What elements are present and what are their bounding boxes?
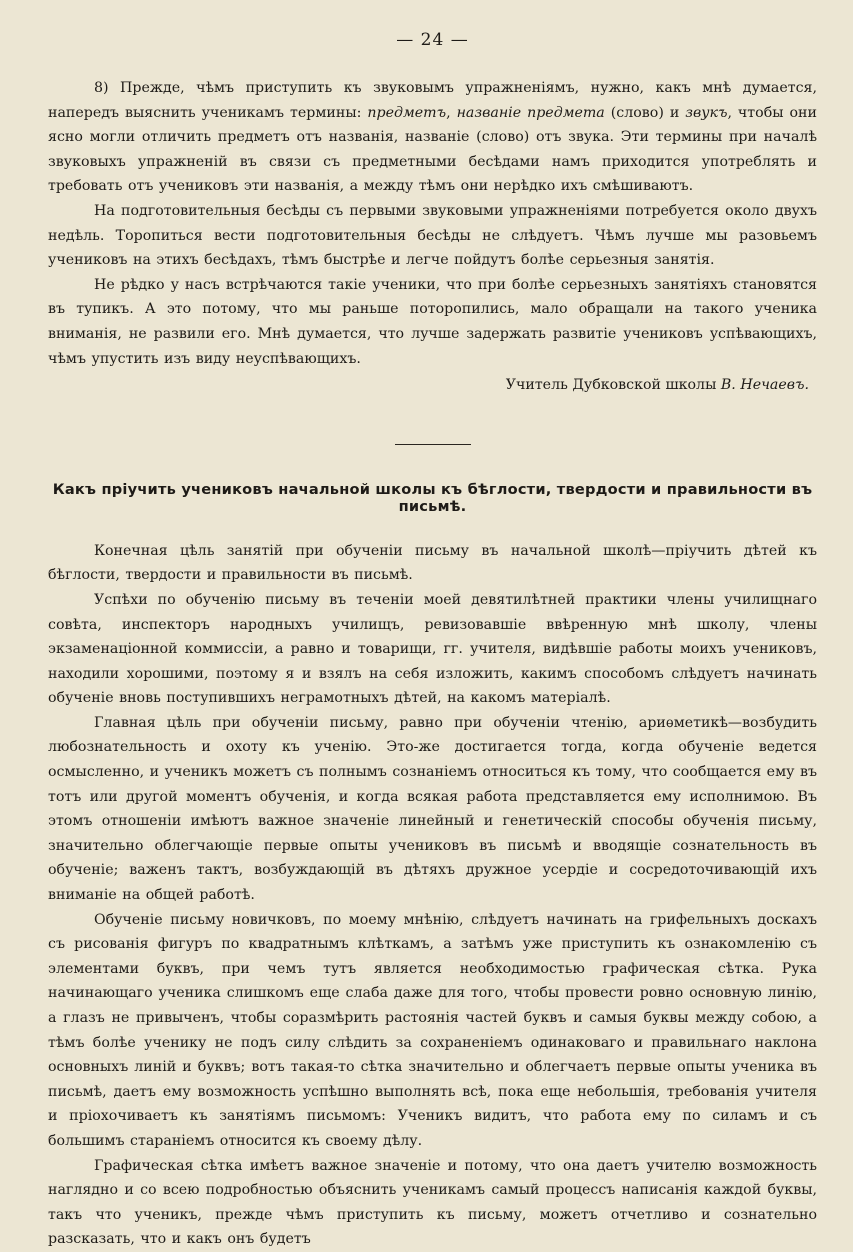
paragraph-prev-3: Не рѣдко у насъ встрѣчаются такіе ученики, что при болѣе серьезныхъ занятіяхъ становятся въ тупикъ. А это потому, что мы раньше поторопились, мало обращали на такого ученика вниманія, не развили его. Мнѣ думается, что лучше задержать развитіе учениковъ успѣвающихъ, чѣмъ упустить изъ виду неуспѣвающихъ. — [48, 276, 817, 367]
text-run: , — [446, 104, 457, 121]
paragraph-prev-1 — [48, 76, 817, 199]
term-predmet: предметъ — [367, 104, 447, 121]
text-run: 8) Прежде, чѣмъ приступить къ звуковымъ упражненіямъ, нужно, какъ мнѣ думается, напередъ выяснить ученикамъ термины: — [48, 80, 817, 121]
text-run: , чтобы они ясно могли отличить предметъ отъ названія, названіе (слово) отъ звука. Эти термины при началѣ звуковыхъ упражненій въ связи съ предметными бесѣдами намъ приходится употреблять и требовать отъ учениковъ эти названія, а между тѣмъ они нерѣдко ихъ смѣшиваютъ. — [48, 104, 817, 195]
author-signature — [48, 373, 809, 398]
article-paragraph-3: Главная цѣль при обученіи письму, равно при обученіи чтенію, ариѳметикѣ—возбудить любознательность и охоту къ ученію. Это-же достигается тогда, когда обученіе ведется осмысленно, и ученикъ можетъ съ полнымъ сознаніемъ относиться къ тому, что сообщается ему въ тотъ или другой моментъ обученія, и когда всякая работа представляется ему исполнимою. Въ этомъ отношеніи имѣютъ важное значеніе линейный и генетическій способы обученія письму, значительно облегчающіе первые опыты учениковъ въ письмѣ и вводящіе сознательность въ обученіе; важенъ тактъ, возбуждающій въ дѣтяхъ дружное усердіе и сосредоточивающій ихъ вниманіе на общей работѣ. — [48, 714, 817, 904]
article-paragraph-1: Конечная цѣль занятій при обученіи письму въ начальной школѣ—пріучить дѣтей къ бѣглости, твердости и правильности въ письмѣ. — [48, 542, 817, 584]
paragraph-prev-2: На подготовительныя бесѣды съ первыми звуковыми упражненіями потребуется около двухъ недѣль. Торопиться вести подготовительныя бесѣды не слѣдуетъ. Чѣмъ лучше мы разовьемъ учениковъ на этихъ бесѣдахъ, тѣмъ быстрѣе и легче пойдутъ болѣе серьезныя занятія. — [48, 202, 817, 269]
section-divider — [395, 444, 471, 445]
term-zvuk: звукъ — [685, 104, 728, 121]
term-nazvanie-predmeta: названіе предмета — [456, 104, 605, 121]
article-paragraph-5: Графическая сѣтка имѣетъ важное значеніе и потому, что она даетъ учителю возможность наглядно и со всею подробностью объяснить ученикамъ самый процессъ написанія каждой буквы, такъ что ученикъ, прежде чѣмъ приступить къ письму, можетъ отчетливо и сознательно разсказать, что и какъ онъ будетъ — [48, 1157, 817, 1248]
article-paragraph-4: Обученіе письму новичковъ, по моему мнѣнію, слѣдуетъ начинать на грифельныхъ доскахъ съ рисованія фигуръ по квадратнымъ клѣткамъ, а затѣмъ уже приступить къ ознакомленію съ элементами буквъ, при чемъ тутъ является необходимостью графическая сѣтка. Рука начинающаго ученика слишкомъ еще слаба даже для того, чтобы провести ровно основную линію, а глазъ не привыченъ, чтобы соразмѣрить растоянія частей буквъ и самыя буквы между собою, а тѣмъ болѣе ученику не подъ силу слѣдить за сохраненіемъ одинаковаго и правильнаго наклона основныхъ линій и буквъ; вотъ такая-то сѣтка значительно и облегчаетъ первые опыты ученика въ письмѣ, даетъ ему возможность успѣшно выполнять всѣ, пока еще небольшія, требованія учителя и пріохочиваетъ къ занятіямъ письмомъ: Ученикъ видитъ, что работа ему по силамъ и съ большимъ стараніемъ относится къ своему дѣлу. — [48, 911, 817, 1149]
article-title: Какъ пріучить учениковъ начальной школы къ бѣглости, твердости и правильности въ письмѣ. — [52, 480, 813, 515]
signature-prefix: Учитель Дубковской школы — [505, 377, 721, 394]
signature-name: В. Нечаевъ. — [720, 377, 809, 394]
article-paragraph-2: Успѣхи по обученію письму въ теченіи моей девятилѣтней практики члены училищнаго совѣта, инспекторъ народныхъ училищъ, ревизовавшіе ввѣренную мнѣ школу, члены экзаменаціонной коммиссіи, а равно и товарищи, гг. учителя, видѣвшіе работы моихъ учениковъ, находили хорошими, поэтому я и взялъ на себя изложить, какимъ способомъ слѣдуетъ начинать обученіе вновь поступившихъ неграмотныхъ дѣтей, на какомъ матеріалѣ. — [48, 591, 817, 707]
page-number: — 24 — — [396, 30, 469, 50]
text-run: (слово) и — [604, 104, 686, 121]
